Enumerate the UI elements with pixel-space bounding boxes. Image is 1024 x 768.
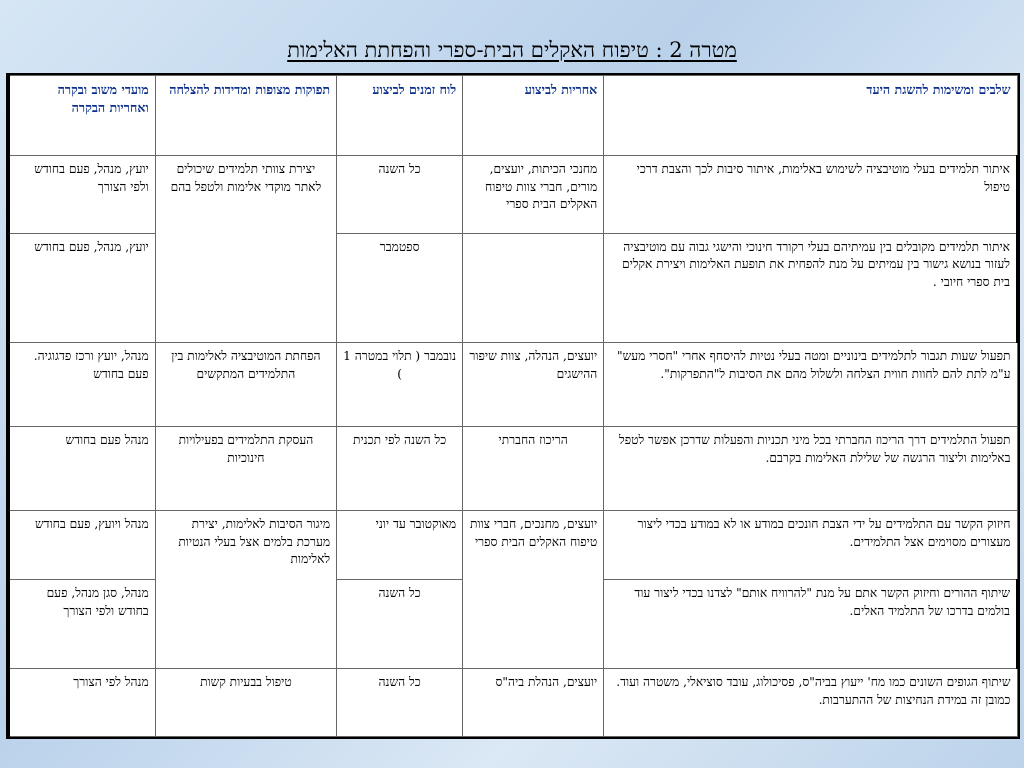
- cell-timeline: ספטמבר: [337, 233, 463, 342]
- cell-feedback: מנהל ויועץ, פעם בחודש: [9, 510, 155, 580]
- cell-stages: תפעול שעות תגבור לתלמידים בינוניים ומטה בעלי נטיות להיסחף אחרי "חסרי מעש" ע"מ לתת להם לחוות חווית הצלחה ולשלול מהם את הסיבות ל"התפרקות".: [604, 343, 1017, 427]
- cell-timeline: מאוקטובר עד יוני: [337, 510, 463, 580]
- cell-responsibility: יועצים, הנהלת ביה"ס: [463, 669, 604, 737]
- cell-timeline: כל השנה: [337, 669, 463, 737]
- cell-timeline: נובמבר ( תלוי במטרה 1 ): [337, 343, 463, 427]
- cell-stages: איתור תלמידים בעלי מוטיבציה לשימוש באלימות, איתור סיבות לכך והצבת דרכי טיפול: [604, 156, 1017, 234]
- cell-outcomes: מיגור הסיבות לאלימות, יצירת מערכת בלמים אצל בעלי הנטיות לאלימות: [155, 510, 336, 669]
- slide-title-text: מטרה 2 : טיפוח האקלים הבית-ספרי והפחתת האלימות: [287, 38, 737, 62]
- cell-timeline: כל השנה: [337, 580, 463, 669]
- cell-feedback: מנהל פעם בחודש: [9, 427, 155, 511]
- cell-timeline: כל השנה: [337, 156, 463, 234]
- cell-outcomes: טיפול בבעיות קשות: [155, 669, 336, 737]
- table-row: [9, 510, 1017, 580]
- cell-feedback: מנהל, סגן מנהל, פעם בחודש ולפי הצורך: [9, 580, 155, 669]
- cell-stages: חיזוק הקשר עם התלמידים על ידי הצבת חונכים במודע או לא במודע בכדי ליצור מעצורים מסוימים אצל התלמידים.: [604, 510, 1017, 580]
- header-responsibility: אחריות לביצוע: [463, 76, 604, 156]
- header-timeline: לוח זמנים לביצוע: [337, 76, 463, 156]
- cell-outcomes: העסקת התלמידים בפעילויות חינוכיות: [155, 427, 336, 511]
- cell-timeline: כל השנה לפי תכנית: [337, 427, 463, 511]
- table-row: [9, 343, 1017, 427]
- cell-outcomes: הפחתת המוטיבציה לאלימות בין התלמידים המתקשים: [155, 343, 336, 427]
- cell-outcomes: יצירת צוותי תלמידים שיכולים לאתר מוקדי אלימות ולטפל בהם: [155, 156, 336, 343]
- cell-responsibility: מחנכי הכיתות, יועצים, מורים, חברי צוות טיפוח האקלים הבית ספרי: [463, 156, 604, 234]
- slide-title: [0, 36, 1024, 64]
- table-row: [9, 156, 1017, 234]
- table-row: [9, 427, 1017, 511]
- table-row: [9, 669, 1017, 737]
- cell-responsibility: יועצים, מחנכים, חברי צוות טיפוח האקלים הבית ספרי: [463, 510, 604, 669]
- cell-responsibility: יועצים, הנהלה, צוות שיפור ההישגים: [463, 343, 604, 427]
- cell-feedback: יועץ, מנהל, פעם בחודש: [9, 233, 155, 342]
- cell-feedback: מנהל, יועץ ורכז פדגוגיה. פעם בחודש: [9, 343, 155, 427]
- cell-stages: שיתוף הגופים השונים כמו מח' ייעוץ בביה"ס, פסיכולוג, עובד סוציאלי, משטרה ועוד. כמובן זה במידת הנחיצות של ההתערבות.: [604, 669, 1017, 737]
- header-feedback: מועדי משוב ובקרה ואחריות הבקרה: [9, 76, 155, 156]
- table-header-row: [9, 76, 1017, 156]
- cell-responsibility-empty: [463, 233, 604, 342]
- cell-stages: שיתוף ההורים וחיזוק הקשר אתם על מנת "להרוויח אותם" לצדנו בכדי ליצור עוד בולמים בדרכו של התלמיד האלים.: [604, 580, 1017, 669]
- cell-stages: איתור תלמידים מקובלים בין עמיתיהם בעלי רקורד חינוכי והישגי גבוה עם מוטיבציה לעזור בנושא גישור בין עמיתים על מנת להפחית את תופעת האלימות ויצירת אקלים בית ספרי חיובי .: [604, 233, 1017, 342]
- goals-table: [8, 75, 1018, 737]
- cell-responsibility: הריכוז החברתי: [463, 427, 604, 511]
- header-stages: שלבים ומשימות להשגת היעד: [604, 76, 1017, 156]
- cell-feedback: יועץ, מנהל, פעם בחודש ולפי הצורך: [9, 156, 155, 234]
- cell-feedback: מנהל לפי הצורך: [9, 669, 155, 737]
- goals-table-wrapper: [6, 73, 1020, 739]
- cell-stages: תפעול התלמידים דרך הריכוז החברתי בכל מיני תכניות והפעלות שדרכן אפשר לטפל באלימות וליצור הרגשה של שלילת האלימות בקרבם.: [604, 427, 1017, 511]
- header-outcomes: תפוקות מצופות ומדידות להצלחה: [155, 76, 336, 156]
